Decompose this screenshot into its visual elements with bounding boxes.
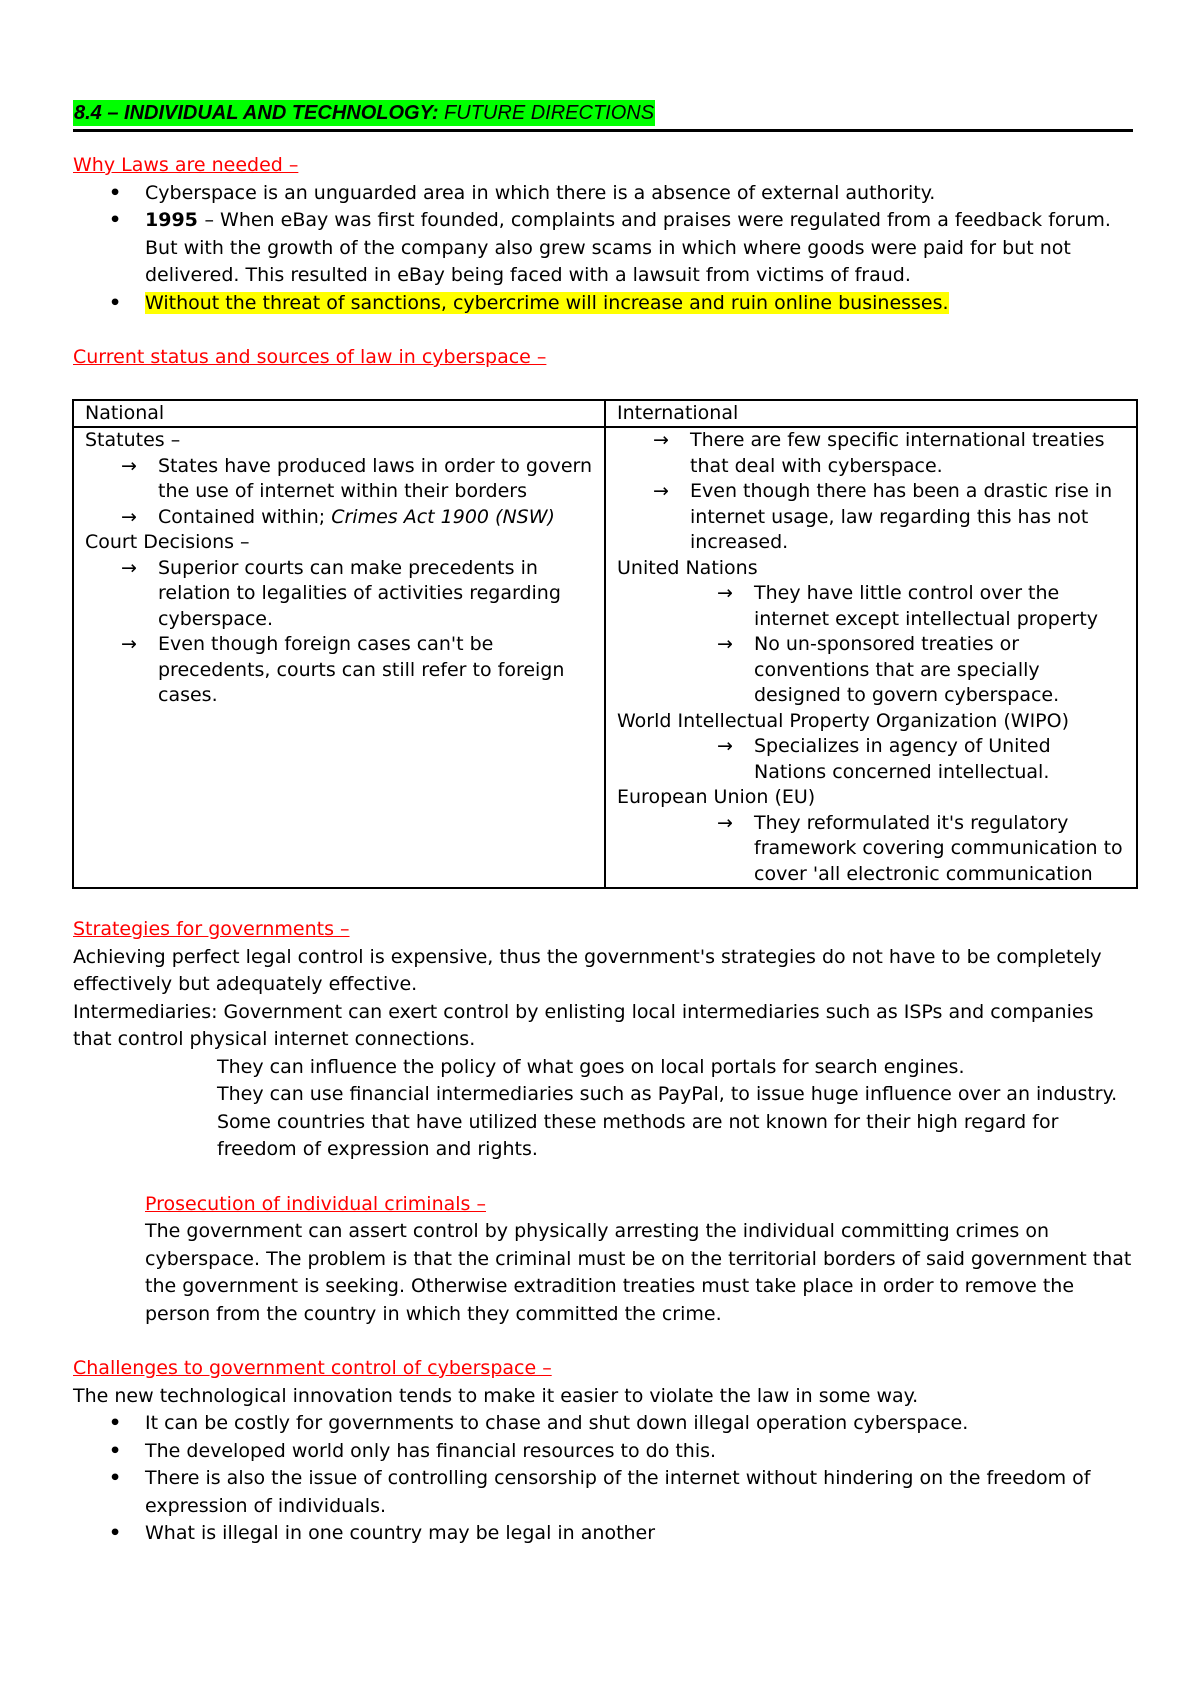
list-item: [73, 290, 1133, 318]
list-item-text: – When eBay was first founded, complaints and praises were regulated from a feedback forum. But with the growth of the company also grew scams in which where goods were paid for but not delivered. This resulted in eBay being faced with a lawsuit from victims of fraud.: [145, 209, 1111, 286]
current-status-heading: Current status and sources of law in cyberspace –: [73, 346, 547, 368]
list-item: → Specializes in agency of United Nations concerned intellectual.: [617, 734, 1128, 785]
detail-line: They can use financial intermediaries such as PayPal, to issue huge influence over an industry.: [217, 1083, 1118, 1105]
international-cell: [605, 427, 1137, 888]
national-cell: [73, 427, 605, 888]
table-row: [73, 427, 1137, 888]
highlighted-text: Without the threat of sanctions, cybercrime will increase and ruin online businesses.: [145, 291, 949, 314]
detail-line: Some countries that have utilized these methods are not known for their high regard for freedom of expression and rights.: [217, 1110, 1059, 1160]
statutes-list: [85, 454, 596, 531]
list-item: [73, 207, 1133, 290]
detail-line: They can influence the policy of what goes on local portals for search engines.: [217, 1055, 965, 1078]
challenges-heading: Challenges to government control of cyberspace –: [73, 1357, 552, 1379]
un-list: [617, 581, 1128, 709]
list-item-text: Contained within;: [158, 505, 332, 528]
why-laws-heading: Why Laws are needed –: [73, 154, 299, 176]
challenges-list: [73, 1410, 1133, 1548]
list-item: [85, 505, 596, 531]
list-item: → No un-sponsored treaties or conventions that are specially designed to govern cyberspace.: [617, 632, 1128, 709]
statutes-label: Statutes –: [85, 429, 181, 451]
table-header-row: [73, 400, 1137, 428]
eu-label: European Union (EU): [617, 786, 816, 808]
list-item: • It can be costly for governments to chase and shut down illegal operation cyberspace.: [73, 1410, 1133, 1438]
page-title: [73, 100, 655, 126]
list-item: • Cyberspace is an unguarded area in which there is a absence of external authority.: [73, 180, 1133, 208]
why-laws-list: [73, 180, 1133, 318]
wipo-list: [617, 734, 1128, 785]
table-header-international: International: [605, 400, 1137, 428]
list-item: • There is also the issue of controlling censorship of the internet without hindering on the freedom of expression of individuals.: [73, 1465, 1133, 1520]
un-label: United Nations: [617, 556, 758, 579]
law-sources-table: [72, 399, 1138, 890]
list-item: • What is illegal in one country may be legal in another: [73, 1520, 1133, 1548]
strategies-heading: Strategies for governments –: [73, 918, 350, 940]
list-item: → Even though there has been a drastic rise in internet usage, law regarding this has not increased.: [617, 479, 1128, 556]
list-item: → They reformulated it's regulatory framework covering communication to cover 'all electronic communication: [617, 811, 1128, 888]
intermediaries-paragraph: Intermediaries: Government can exert control by enlisting local intermediaries such as ISPs and companies that control physical internet connections.: [73, 1000, 1094, 1050]
court-decisions-label: Court Decisions –: [85, 531, 250, 553]
list-item: → They have little control over the internet except intellectual property: [617, 581, 1128, 632]
crimes-act-reference: Crimes Act 1900 (NSW): [331, 505, 555, 528]
intermediaries-details: [73, 1054, 1133, 1164]
prosecution-heading: Prosecution of individual criminals –: [145, 1192, 486, 1215]
list-item: • The developed world only has financial resources to do this.: [73, 1438, 1133, 1466]
list-item: → There are few specific international treaties that deal with cyberspace.: [617, 428, 1128, 479]
year-label: 1995: [145, 209, 205, 231]
title-italic-part: FUTURE DIRECTIONS: [438, 102, 655, 124]
eu-list: [617, 811, 1128, 888]
international-general-list: [617, 428, 1128, 556]
title-bold-part: 8.4 – INDIVIDUAL AND TECHNOLOGY:: [74, 102, 439, 124]
table-header-national: National: [73, 400, 605, 428]
prosecution-paragraph: The government can assert control by physically arresting the individual committing crimes on cyberspace. The problem is that the criminal must be on the territorial borders of said government that the government is seeking. Otherwise extradition treaties must take place in order to remove the person from the country in which they committed the crime.: [145, 1220, 1132, 1325]
challenges-intro: The new technological innovation tends to make it easier to violate the law in some way.: [73, 1384, 919, 1407]
strategies-paragraph: Achieving perfect legal control is expensive, thus the government's strategies do not have to be completely effectively but adequately effective.: [73, 945, 1102, 995]
prosecution-section: [73, 1191, 1133, 1329]
wipo-label: World Intellectual Property Organization (WIPO): [617, 709, 1069, 732]
list-item: → States have produced laws in order to govern the use of internet within their borders: [85, 454, 596, 505]
list-item: → Superior courts can make precedents in relation to legalities of activities regarding cyberspace.: [85, 556, 596, 633]
court-decisions-list: [85, 556, 596, 709]
list-item: → Even though foreign cases can't be precedents, courts can still refer to foreign cases.: [85, 632, 596, 709]
title-row: [73, 100, 1133, 132]
document-page: [73, 100, 1133, 1548]
